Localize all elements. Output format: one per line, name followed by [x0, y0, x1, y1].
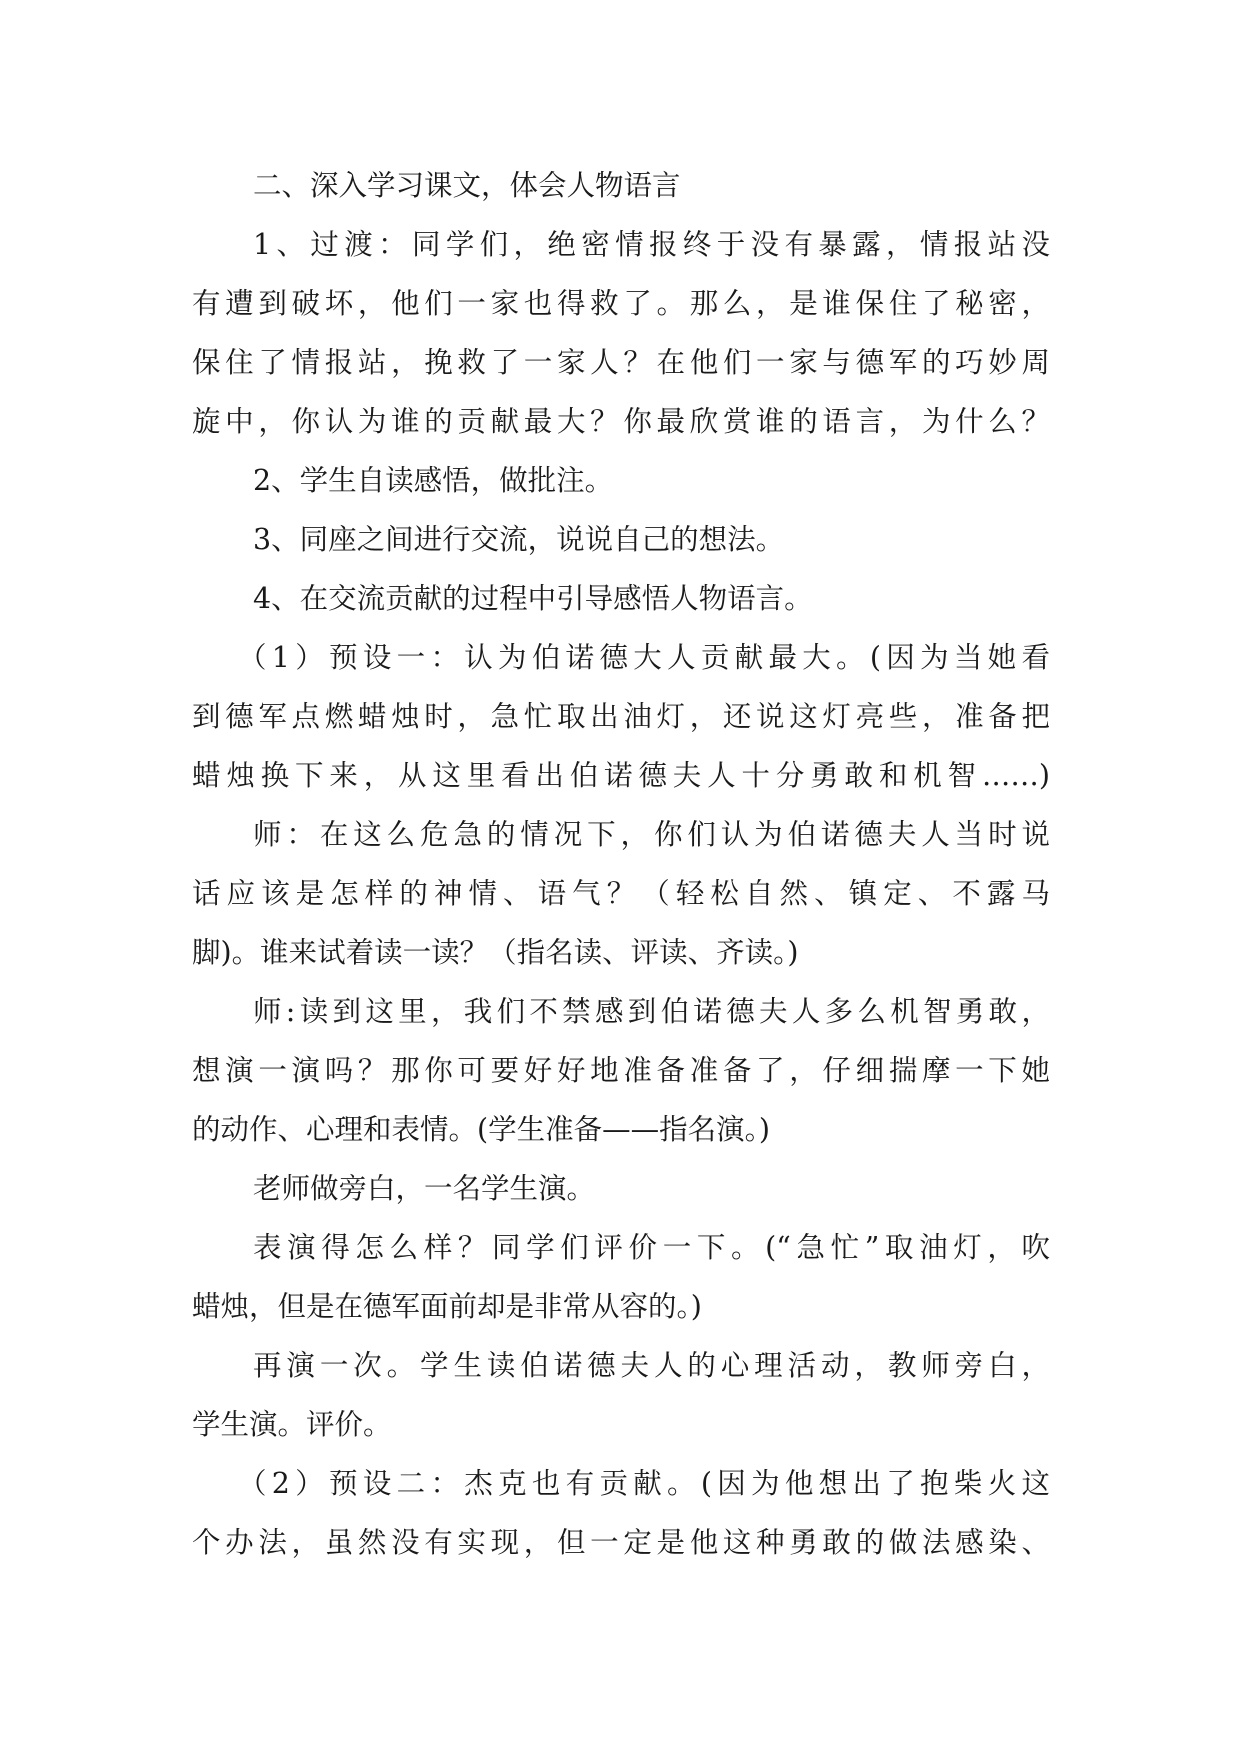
text-line: 有遭到破坏，他们一家也得救了。那么，是谁保住了秘密，: [192, 287, 1050, 320]
text-line: 表演得怎么样？同学们评价一下。(“急忙”取油灯，吹: [253, 1231, 1050, 1264]
text-line: 脚)。谁来试着读一读？（指名读、评读、齐读。): [192, 936, 799, 969]
text-line: 2、学生自读感悟，做批注。: [253, 464, 614, 497]
text-line: 老师做旁白，一名学生演。: [253, 1172, 596, 1205]
text-line: 3、同座之间进行交流，说说自己的想法。: [253, 523, 785, 556]
text-line: 学生演。评价。: [192, 1408, 392, 1441]
text-line: 二、深入学习课文，体会人物语言: [253, 169, 681, 202]
text-line: （2）预设二：杰克也有贡献。(因为他想出了抱柴火这: [238, 1467, 1050, 1500]
text-line: 想演一演吗？那你可要好好地准备准备了，仔细揣摩一下她: [192, 1054, 1050, 1087]
text-line: 的动作、心理和表情。(学生准备——指名演。): [192, 1113, 770, 1146]
text-line: 个办法，虽然没有实现，但一定是他这种勇敢的做法感染、: [192, 1526, 1050, 1559]
text-line: 话应该是怎样的神情、语气？（轻松自然、镇定、不露马: [192, 877, 1050, 910]
text-line: 保住了情报站，挽救了一家人？在他们一家与德军的巧妙周: [192, 346, 1050, 379]
text-line: 蜡烛，但是在德军面前却是非常从容的。): [192, 1290, 702, 1323]
text-line: 蜡烛换下来，从这里看出伯诺德夫人十分勇敢和机智……): [192, 759, 1050, 792]
document-page: [192, 156, 1050, 1572]
text-line: 旋中，你认为谁的贡献最大？你最欣赏谁的语言，为什么？: [192, 405, 1050, 438]
text-line: 再演一次。学生读伯诺德夫人的心理活动，教师旁白，: [253, 1349, 1050, 1382]
text-line: 1、过渡：同学们，绝密情报终于没有暴露，情报站没: [253, 228, 1050, 261]
text-line: 师:读到这里，我们不禁感到伯诺德夫人多么机智勇敢，: [253, 995, 1050, 1028]
text-line: 到德军点燃蜡烛时，急忙取出油灯，还说这灯亮些，准备把: [192, 700, 1050, 733]
text-line: （1）预设一：认为伯诺德大人贡献最大。(因为当她看: [238, 641, 1050, 674]
text-line: 师：在这么危急的情况下，你们认为伯诺德夫人当时说: [253, 818, 1050, 851]
text-line: 4、在交流贡献的过程中引导感悟人物语言。: [253, 582, 813, 615]
